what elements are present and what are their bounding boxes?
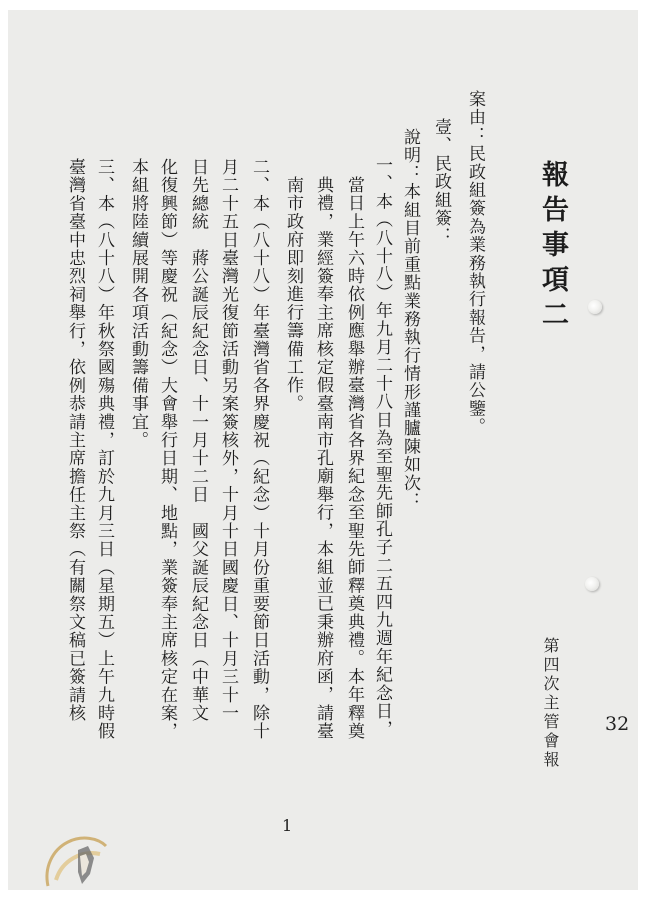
item1-line3: 典禮，業經簽奉主席核定假臺南市孔廟舉行，本組並已秉辦府函，請臺 — [313, 176, 333, 741]
punch-hole-top — [588, 300, 602, 314]
section-heading: 壹、民政組簽： — [431, 118, 451, 246]
item1-line2: 當日上午六時依例應舉辦臺灣省各界紀念至聖先師釋奠典禮。本年釋奠 — [344, 176, 364, 741]
archive-logo-icon — [34, 816, 124, 896]
document-title: 報告事項二 — [537, 160, 568, 335]
item2-line5: 本組將陸續展開各項活動籌備事宜。 — [128, 158, 148, 450]
footer-page-number: 1 — [282, 816, 293, 835]
item3-line2: 臺灣省臺中忠烈祠舉行，依例恭請主席擔任主祭（有關祭文稿已簽請核 — [65, 158, 85, 723]
document-page — [8, 10, 638, 890]
subject-line: 案由：民政組簽為業務執行報告，請公鑒。 — [465, 90, 485, 436]
item3-line1: 三、本（八十八）年秋祭國殤典禮，訂於九月三日（星期五）上午九時假 — [94, 158, 114, 741]
punch-hole-bottom — [585, 577, 599, 591]
item1-line4: 南市政府即刻進行籌備工作。 — [283, 176, 303, 413]
meeting-label: 第四次主管會報 — [541, 637, 560, 770]
item2-line1: 二、本（八十八）年臺灣省各界慶祝（紀念）十月份重要節日活動，除十 — [249, 158, 269, 741]
item2-line2: 月二十五日臺灣光復節活動另案簽核外，十月十日國慶日、十月三十一 — [218, 158, 238, 723]
intro-line: 說明：本組目前重點業務執行情形謹臚陳如次： — [400, 128, 420, 511]
item1-line1: 一、本（八十八）年九月二十八日為至聖先師孔子二五四九週年紀念日， — [372, 156, 392, 739]
page-number: 32 — [605, 713, 630, 735]
item2-line3: 日先總統 蔣公誕辰紀念日、十一月十二日 國父誕辰紀念日（中華文 — [188, 158, 208, 723]
item2-line4: 化復興節）等慶祝（紀念）大會舉行日期、地點，業簽奉主席核定在案， — [157, 158, 177, 741]
